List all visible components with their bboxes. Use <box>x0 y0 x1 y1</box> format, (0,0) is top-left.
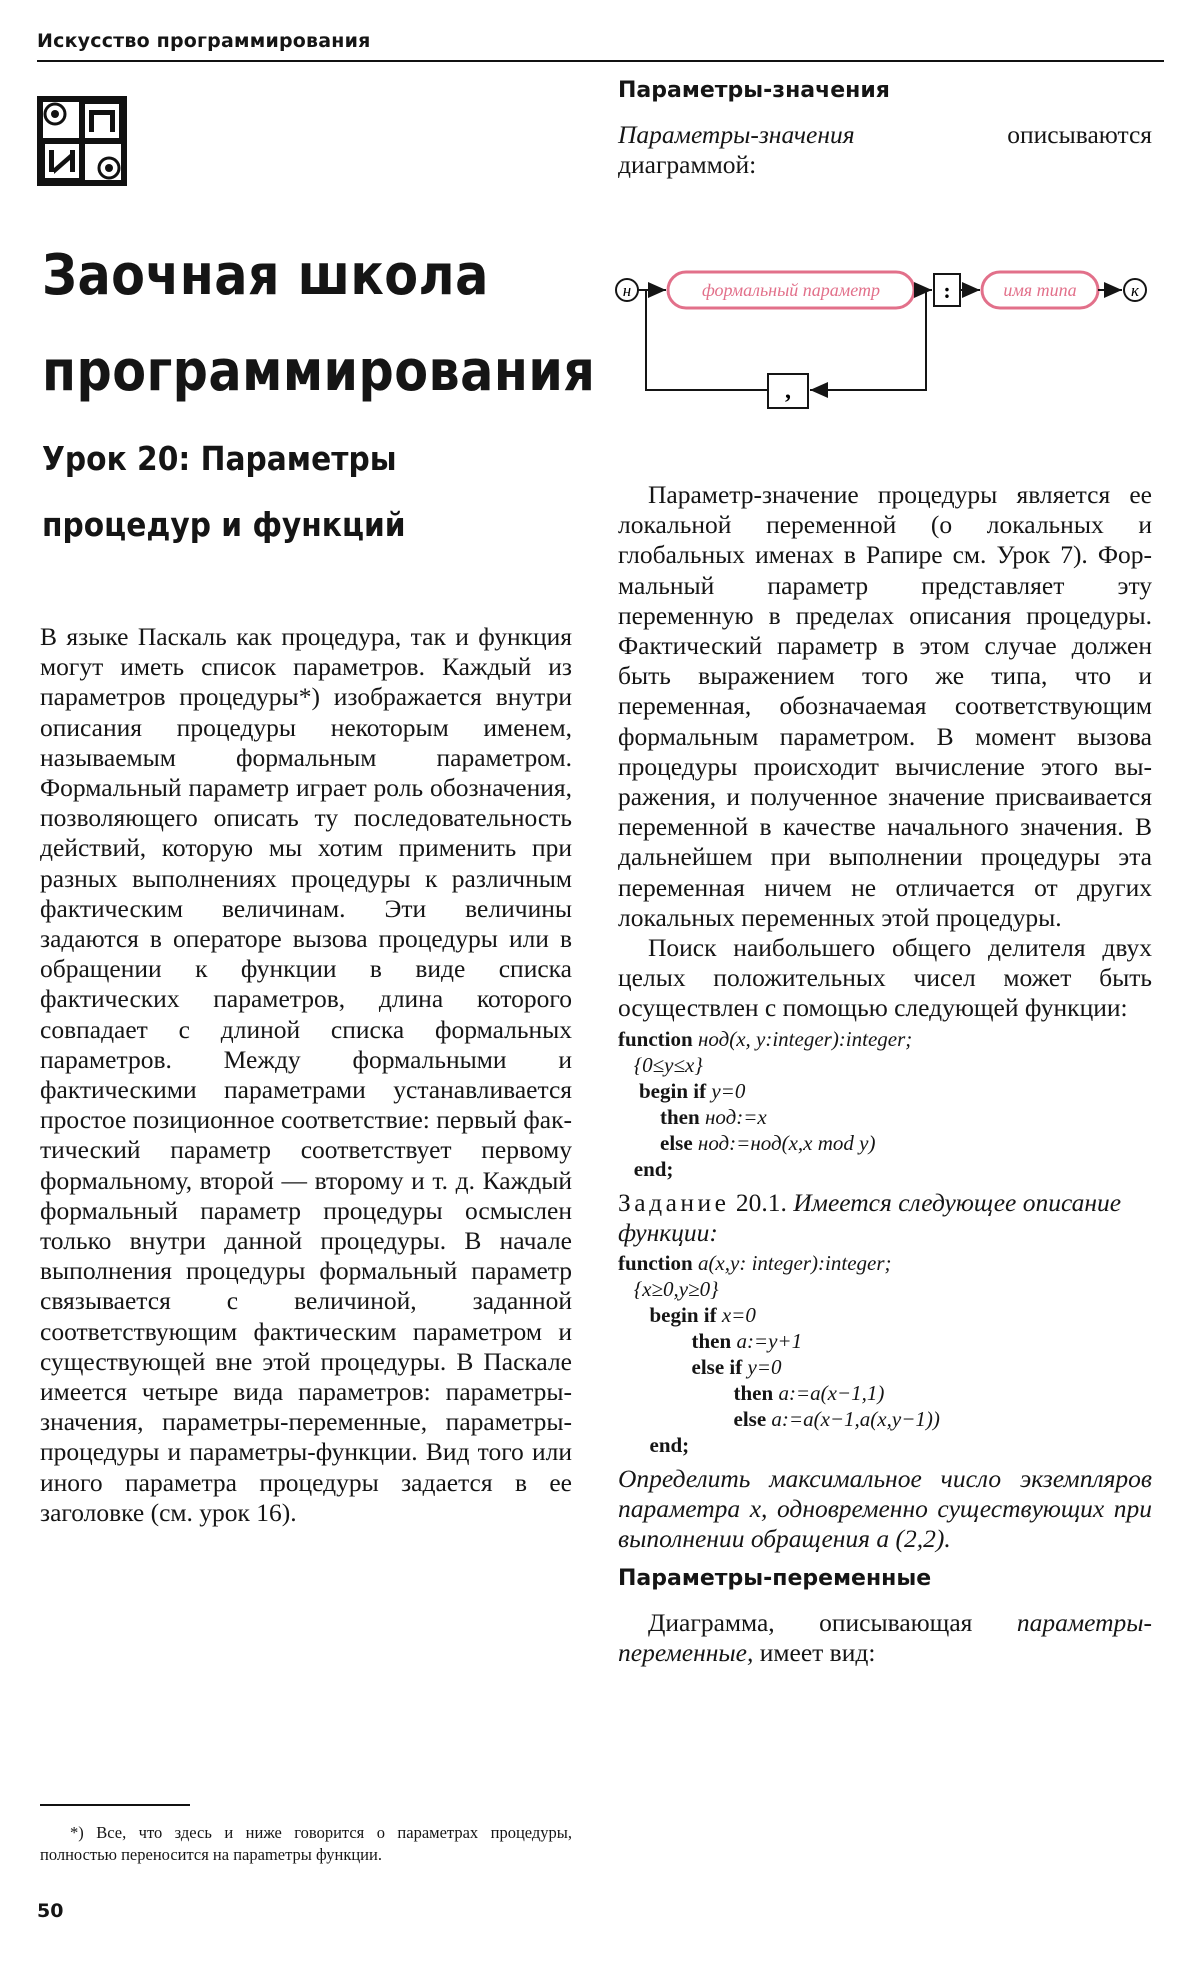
code-line: then нод:=x <box>618 1104 767 1129</box>
code-line: then a:=a(x−1,1) <box>618 1380 885 1405</box>
code-line: function нод(x, y:integer):integer; <box>618 1026 913 1051</box>
svg-text:ИП: ИП <box>82 148 84 149</box>
intro-line <box>618 120 1152 150</box>
header-rule <box>37 60 1164 62</box>
running-header: Искусство программирования <box>37 30 371 52</box>
code-line: then a:=y+1 <box>618 1328 803 1353</box>
colon-label: : <box>943 278 951 303</box>
code-line: {0≤y≤x} <box>618 1052 703 1077</box>
code-line: {x≥0,y≥0} <box>618 1276 719 1301</box>
code-line: else a:=a(x−1,a(x,y−1)) <box>618 1406 940 1431</box>
code-ackermann <box>618 1250 1152 1458</box>
code-line: function a(x,y: integer):integer; <box>618 1250 892 1275</box>
end-node-label: к <box>1131 281 1139 300</box>
lesson-title-line1: Урок 20: Параметры <box>42 439 397 478</box>
task-label: Задание <box>618 1187 730 1217</box>
intro-italic: Параметры-значения <box>618 120 855 149</box>
main-title-line1: Заочная школа <box>42 243 489 308</box>
start-node-label: н <box>622 281 632 300</box>
main-title-line2: программирования <box>42 339 596 404</box>
task-question: Определить максимальное число экземпляров параметра x, одновременно существующих при выполнении обращения a (2,2). <box>618 1463 1152 1554</box>
task-text: Имеется следующее описание функции: <box>618 1187 1122 1247</box>
intro-line2: диаграммой: <box>618 150 757 179</box>
code-line: else if y=0 <box>618 1354 782 1379</box>
footnote: *) Все, что здесь и ниже говорится о параметрах процедуры, полностью переносится на параmетры функции. <box>40 1823 572 1864</box>
code-line: end; <box>618 1156 674 1181</box>
task-number: 20.1. <box>735 1187 787 1217</box>
heading-var-params: Параметры-переменные <box>618 1566 932 1592</box>
type-name-label: имя типа <box>1003 280 1077 300</box>
right-column <box>618 76 1152 1669</box>
paragraph-gcd: Поиск наибольшего общего делителя двух целых положительных чисел может быть осуществлен с помощью следующей функции: <box>618 933 1152 1023</box>
code-gcd <box>618 1026 1152 1182</box>
lesson-title <box>42 426 474 558</box>
comma-label: , <box>785 378 791 404</box>
heading-value-params: Параметры-значения <box>618 78 890 103</box>
code-line: else нод:=нод(x,x mod y) <box>618 1130 876 1155</box>
left-paragraph: В языке Паскаль как процедура, так и функция могут иметь список параметров. Каждый из параметров процедуры*) изображается внутри описания процедуры некоторым именем, называемым формальным параметром. Формальный параметр играет роль обозначения, позволяющего описать ту последовательность действий, которую мы хотим применить при разных выполнениях процедуры к различным фактическим величинам. Эти величины задаются в операторе вызова процедуры или в обращении к функции в виде списка фактических параметров, длина которого совпадает с длиной списка формальных параметров. Между формальными и фактическими параметрами устанавливается простое позиционное соответствие: первый фактический параметр соответствует первому формальному, второй — второму и т. д. Каждый формальный параметр процедуры осмыслен только внутри данной процедуры. В начале выполнения процедуры формальный параметр связывается с величиной, заданной соответствующим фактическим параметром и существующей вне этой процедуры. В Паскале имеется четыре вида параметров: параметры-значения, параметры-переменные, параметры-процедуры и параметры-функции. Вид того или иного параметра процедуры задается в ее заголовке (см. урок 16). <box>40 622 572 1527</box>
code-line: begin if x=0 <box>618 1302 756 1327</box>
formal-param-label: формальный параметр <box>701 280 881 300</box>
page-number: 50 <box>37 1900 64 1922</box>
paragraph-value-params: Параметр-значение процедуры является ее локальной переменной (о локальных и глобальных именах в Рапире см. Урок 7). Формальный параметр представляет эту переменную в пределах описания процедуры. Фактический параметр в этом случае должен быть выражением того же типа, что и переменная, обозначаемая соответствующим формальным параметром. В момент вызова процедуры происходит вычисление этого выражения, и полученное значение присваивается переменной в качестве начального значения. В дальнейшем при выполнении процедуры эта переменная ничем не отличается от других локальных переменных этой процедуры. <box>618 480 1152 932</box>
paragraph-var-params: Диаграмма, описывающая параметры-переменные, имеет вид: <box>618 1608 1152 1668</box>
left-column <box>40 622 572 1528</box>
lesson-title-line2: процедур и функций <box>42 505 406 544</box>
code-line: end; <box>618 1432 690 1457</box>
task-20-1 <box>618 1188 1152 1248</box>
main-title <box>42 228 596 420</box>
syntax-diagram-value-params <box>614 260 1156 420</box>
school-logo-icon <box>37 96 127 186</box>
footnote-rule <box>40 1804 190 1806</box>
intro-rest: описываются <box>1007 120 1152 149</box>
code-line: begin if y=0 <box>618 1078 746 1103</box>
